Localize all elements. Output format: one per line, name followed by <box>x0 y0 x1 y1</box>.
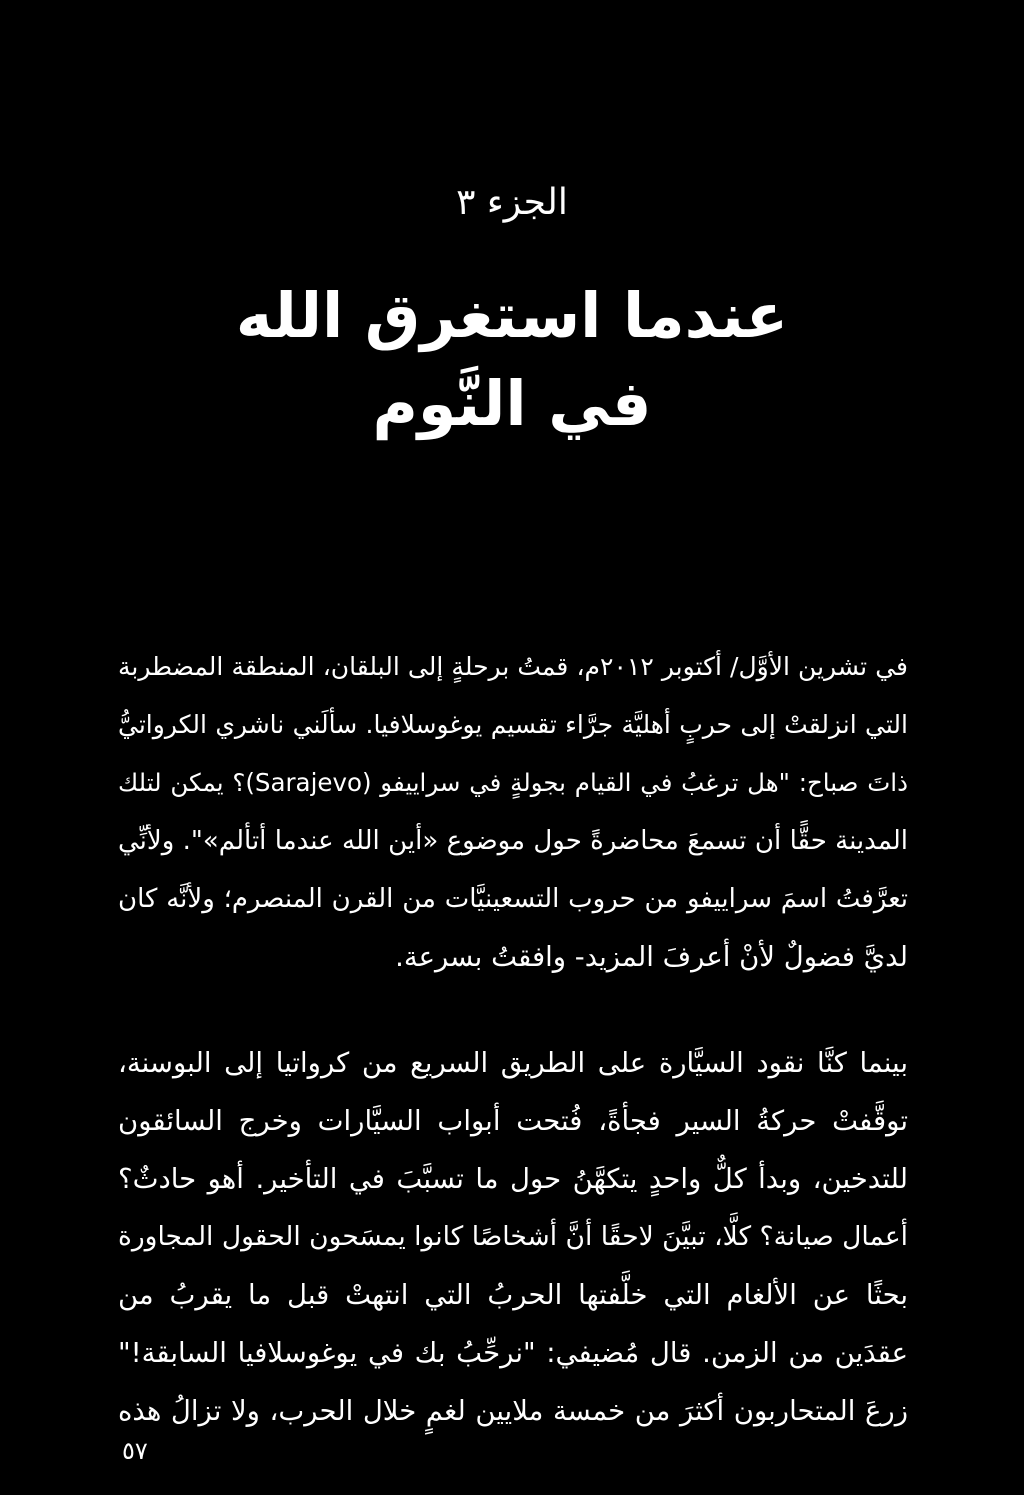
paragraph-2 <box>118 1034 908 1440</box>
paragraph-line: تعرَّفتُ اسمَ سراييفو من حروب التسعينيَّات من القرن المنصرم؛ ولأنَّه كان <box>118 884 908 914</box>
paragraph-line: المدينة حقًّا أن تسمعَ محاضرةً حول موضوع «أين الله عندما أتألم»". ولأنِّي <box>118 826 908 856</box>
page-number: ٥٧ <box>122 1437 148 1465</box>
paragraph-1 <box>118 638 908 986</box>
paragraph-line: التي انزلقتْ إلى حربٍ أهليَّة جرَّاء تقسيم يوغوسلافيا. سألَني ناشري الكرواتيُّ <box>118 710 908 739</box>
chapter-title-line-2: في النَّوم <box>372 367 652 440</box>
paragraph-line: بينما كنَّا نقود السيَّارة على الطريق السريع من كرواتيا إلى البوسنة، <box>118 1047 908 1079</box>
part-label: الجزء ٣ <box>456 182 568 223</box>
chapter-title-line-1: عندما استغرق الله <box>235 279 789 352</box>
paragraph-line: زرعَ المتحاربون أكثرَ من خمسة ملايين لغمٍ خلال الحرب، ولا تزالُ هذه <box>118 1395 908 1427</box>
paragraph-line: توقَّفتْ حركةُ السير فجأةً، فُتحت أبواب السيَّارات وخرج السائقون <box>118 1105 908 1137</box>
paragraph-line: بحثًا عن الألغام التي خلَّفتها الحربُ التي انتهتْ قبل ما يقربُ من <box>118 1279 908 1311</box>
paragraph-line: ذاتَ صباح: "هل ترغبُ في القيام بجولةٍ في سراييفو (Sarajevo)؟ يمكن لتلك <box>118 768 909 797</box>
paragraph-line: لديَّ فضولٌ لأنْ أعرفَ المزيد- وافقتُ بسرعة. <box>395 941 908 973</box>
paragraph-line: عقدَين من الزمن. قال مُضيفي: "نرحِّبُ بك في يوغوسلافيا السابقة!" <box>118 1337 908 1369</box>
paragraph-line: للتدخين، وبدأ كلٌّ واحدٍ يتكهَّنُ حول ما تسبَّبَ في التأخير. أهو حادثٌ؟ <box>118 1163 908 1195</box>
chapter-title <box>0 272 1024 448</box>
paragraph-line: في تشرين الأوَّل/ أكتوبر ٢٠١٢م، قمتُ برحلةٍ إلى البلقان، المنطقة المضطربة <box>118 652 908 681</box>
paragraph-line: أعمال صيانة؟ كلَّا، تبيَّنَ لاحقًا أنَّ أشخاصًا كانوا يمسَحون الحقول المجاورة <box>118 1221 908 1252</box>
